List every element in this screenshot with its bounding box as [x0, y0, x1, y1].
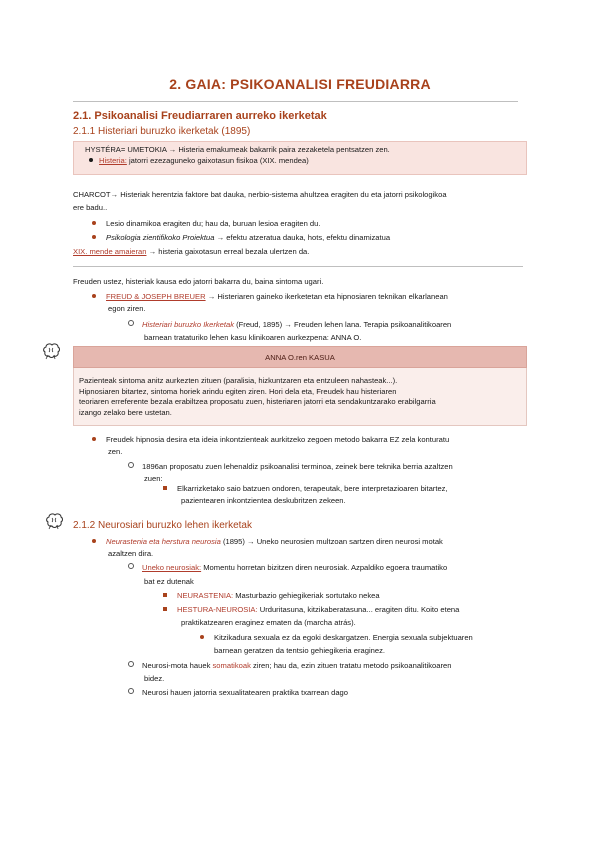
uneko-circle — [128, 563, 447, 574]
circle-bullet-icon — [128, 688, 134, 694]
uneko-text: Momentu horretan bizitzen diren neurosiak. Azpaldiko egoera traumatiko — [201, 563, 448, 572]
section-2-1-1-heading: 2.1.1 Histeriari buruzko ikerketak (1895) — [73, 126, 251, 137]
section-2-1-heading: 2.1. Psikoanalisi Freudiarraren aurreko ikerketak — [73, 110, 327, 122]
somatikoak-line2: bidez. — [144, 674, 165, 683]
histeria-definition — [99, 156, 309, 167]
bullet-icon — [89, 158, 93, 162]
bullet-icon — [92, 294, 96, 298]
charcot-bullet-1 — [92, 219, 320, 230]
neurastenia-line2: azaltzen dira. — [108, 549, 154, 558]
brain-icon — [40, 340, 62, 362]
histeria-link[interactable]: Histeria: — [99, 156, 127, 165]
bullet-icon — [92, 437, 96, 441]
section-2-1-2-heading: 2.1.2 Neurosiari buruzko lehen ikerketak — [73, 520, 252, 531]
uneko-link[interactable]: Uneko neurosiak: — [142, 563, 202, 572]
circle-bullet-icon — [128, 320, 134, 326]
freud-bullet-1-text: → Histeriaren gaineko ikerketetan eta hipnosiaren teknikan elkarlanean — [205, 292, 448, 301]
ikerketak-title: Histeriari buruzko Ikerketak — [142, 320, 235, 329]
title-divider — [73, 101, 518, 102]
page-title: 2. GAIA: PSIKOANALISI FREUDIARRA — [169, 76, 431, 92]
kitzikadura-text: Kitzikadura sexuala ez da egoki deskargatzen. Energia sexuala subjektuaren — [214, 633, 473, 642]
circle-bullet-icon — [128, 462, 134, 468]
histeria-text: jatorri ezezaguneko gaixotasun fisikoa (XIX. mendea) — [126, 156, 309, 165]
bullet-icon — [200, 635, 204, 639]
psikoanalisi-text: 1896an proposatu zuen lehenaldiz psikoanalisi terminoa, zeinek bere teknika berria azaltzen — [142, 462, 453, 471]
hestura-def: Urduritasuna, kitzikaberatasuna... eragiten ditu. Koito etena — [257, 605, 460, 614]
xix-text: → histeria gaixotasun erreal bezala ulertzen da. — [146, 247, 310, 256]
square-bullet-icon — [163, 607, 167, 611]
psikoanalisi-circle — [128, 462, 453, 473]
hestura-label: HESTURA-NEUROSIA: — [177, 605, 258, 614]
neurastenia-bullet — [92, 537, 443, 548]
uneko-line2: bat ez dutenak — [144, 577, 194, 586]
square-bullet-icon — [163, 593, 167, 597]
kitzikadura-line2: barnean geratzen da tentsio gehiegikeria eraginez. — [214, 646, 385, 655]
neurastenia-title: Neurastenia eta herstura neurosia — [106, 537, 221, 546]
somatikoak-term: somatikoak — [212, 661, 251, 670]
neurastenia-square — [163, 591, 380, 602]
kitzikadura-dot — [200, 633, 473, 644]
circle-bullet-icon — [128, 563, 134, 569]
bullet-icon — [92, 221, 96, 225]
jatorria-circle — [128, 688, 348, 699]
hipnosia-line2: zen. — [108, 447, 123, 456]
freud-circle-1-text: (Freud, 1895) → Freuden lehen lana. Terapia psikoanalitikoaren — [234, 320, 452, 329]
xix-line — [73, 247, 309, 258]
hipnosia-bullet — [92, 435, 449, 446]
circle-bullet-icon — [128, 661, 134, 667]
elkarrizketa-square — [163, 484, 448, 495]
freud-bullet-1-line2: egon ziren. — [108, 304, 146, 313]
anna-line-2: Hipnosiaren bitartez, sintoma horiek arindu egiten ziren. Hori dela eta, Freudek hau histeriaren — [79, 386, 397, 396]
somatikoak-pre: Neurosi-mota hauek — [142, 661, 213, 670]
anna-o-header: ANNA O.ren KASUA — [73, 346, 527, 368]
bullet-icon — [92, 539, 96, 543]
hestura-line2: praktikatzearen eraginez ematen da (marcha atrás). — [181, 618, 356, 627]
elkarrizketa-line2: pazientearen inkontzientea deskubritzen zekeen. — [181, 496, 346, 505]
charcot-bullet-1-text: Lesio dinamikoa eragiten du; hau da, buruan lesioa eragiten du. — [106, 219, 321, 228]
square-bullet-icon — [163, 486, 167, 490]
freud-circle-1-line2: barnean trataturiko lehen kasu klinikoaren aurkezpena: ANNA O. — [144, 333, 362, 342]
charcot-line2: ere badu.. — [73, 203, 108, 212]
charcot-bullet-2-text: → efektu atzeratua dauka, hots, efektu dinamizatua — [214, 233, 391, 242]
freud-bullet-1 — [92, 292, 448, 303]
charcot-line1: CHARCOT→ Histeriak herentzia faktore bat dauka, nerbio-sistema ahultzea eragiten du eta jatorri psikologikoa — [73, 190, 447, 199]
elkarrizketa-text: Elkarrizketako saio batzuen ondoren, terapeutak, bere interpretazioaren bitartez, — [177, 484, 448, 493]
brain-icon — [43, 510, 65, 532]
freud-breuer-link[interactable]: FREUD & JOSEPH BREUER — [106, 292, 206, 301]
anna-line-1: Pazienteak sintoma anitz aurkezten zituen (paralisia, hizkuntzaren eta entzuleen nahasteak...). — [79, 376, 398, 385]
anna-line-3: teoriaren erreferente bezala erabiltzea proposatu zuen, histeriaren jatorri eta sendakuntzarako erabilgarria — [79, 397, 436, 406]
neurastenia-text: (1895) → Uneko neurosien multzoan sartzen diren neurosi motak — [220, 537, 443, 546]
neurastenia-label: NEURASTENIA: — [177, 591, 234, 600]
freud-circle-1 — [128, 320, 451, 331]
hestura-square — [163, 605, 459, 616]
anna-line-4: izango zelako bere ustetan. — [79, 407, 172, 417]
xix-link[interactable]: XIX. mende amaieran — [73, 247, 147, 256]
freud-intro: Freuden ustez, histeriak kausa edo jatorri bakarra du, baina sintoma ugari. — [73, 277, 324, 286]
hystera-line: HYSTÉRA= UMETOKIA → Histeria emakumeak bakarrik paira zezaketela pentsatzen zen. — [85, 145, 390, 154]
divider — [73, 266, 523, 267]
somatikoak-text: ziren; hau da, ezin zituen tratatu metodo psikoanalitikoaren — [250, 661, 452, 670]
proiektua-title: Psikologia zientifikoko Proiektua — [106, 233, 215, 242]
somatikoak-circle — [128, 661, 451, 672]
charcot-bullet-2 — [92, 233, 390, 244]
jatorria-text: Neurosi hauen jatorria sexualitatearen praktika txarrean dago — [142, 688, 348, 697]
psikoanalisi-line2: zuen: — [144, 474, 163, 483]
bullet-icon — [92, 235, 96, 239]
hipnosia-text: Freudek hipnosia desira eta ideia inkontzienteak aurkitzeko zegoen metodo bakarra EZ zela konturatu — [106, 435, 450, 444]
neurastenia-def: Masturbazio gehiegikeriak sortutako nekea — [233, 591, 380, 600]
anna-o-box — [73, 368, 527, 426]
